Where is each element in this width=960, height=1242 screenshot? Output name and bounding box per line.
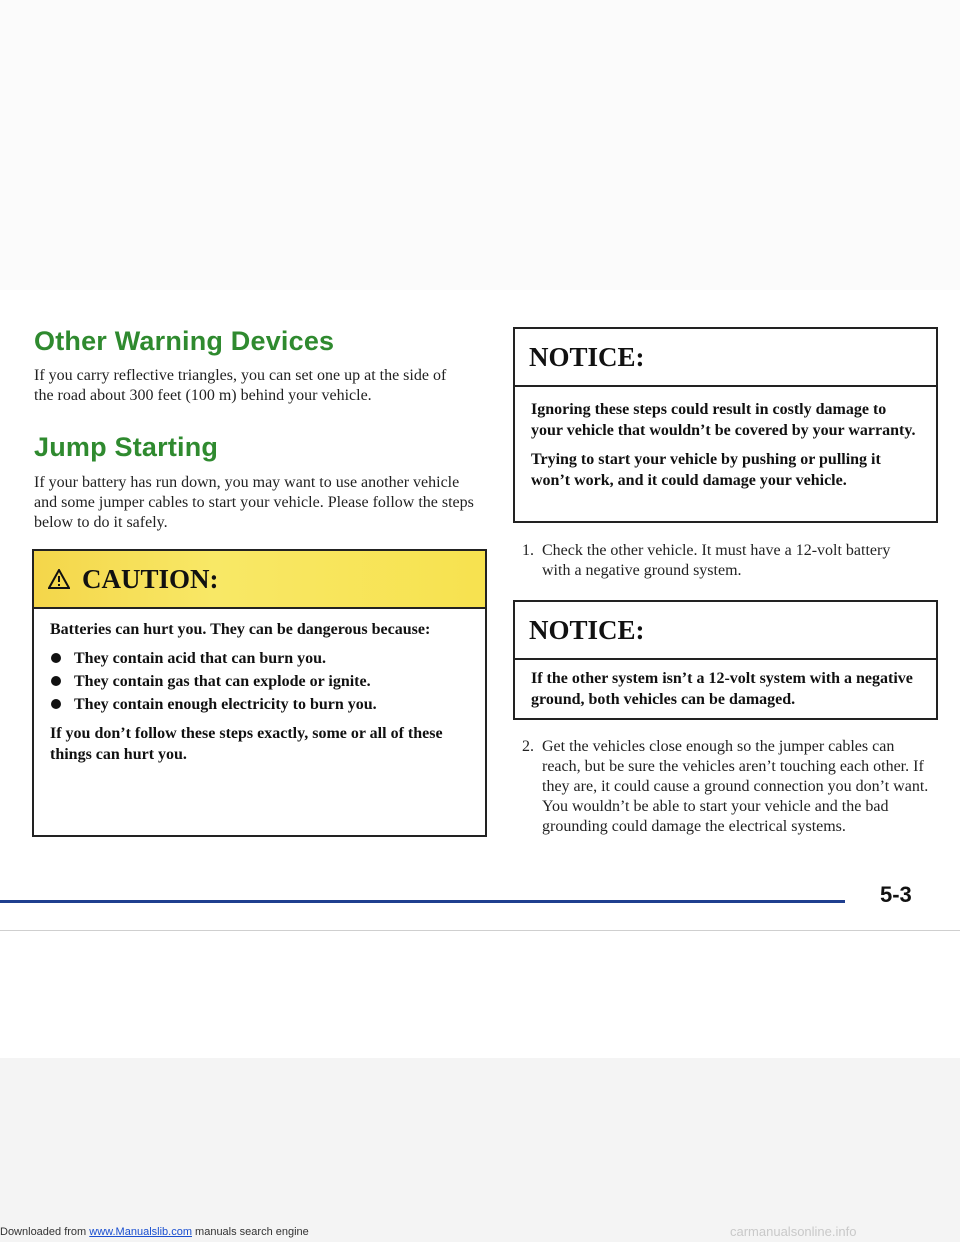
caution-bullet: They contain acid that can burn you. [50, 648, 469, 669]
footer-prefix: Downloaded from [0, 1226, 90, 1238]
step-list-1 [522, 541, 922, 581]
download-footer [0, 1226, 309, 1238]
notice-label-2: NOTICE: [529, 614, 645, 645]
notice-box-2 [513, 600, 938, 720]
caution-body [34, 609, 485, 765]
footer-divider [0, 930, 960, 931]
caution-box [32, 549, 487, 837]
caution-outro: If you don’t follow these steps exactly, some or all of these things can hurt you. [50, 725, 443, 763]
step-number: 2. [522, 738, 534, 755]
bottom-margin [0, 1058, 960, 1242]
step-item-1 [522, 541, 922, 581]
step-number: 1. [522, 542, 534, 559]
manualslib-link[interactable]: www.Manualslib.com [89, 1226, 192, 1238]
watermark-text: carmanualsonline.info [730, 1224, 857, 1239]
caution-label: CAUTION: [82, 563, 219, 594]
footer-suffix: manuals search engine [191, 1226, 309, 1238]
page-number: 5-3 [880, 882, 912, 907]
caution-intro: Batteries can hurt you. They can be dangerous because: [50, 621, 431, 638]
caution-bullet-list [50, 648, 469, 715]
step-item-2 [522, 737, 930, 837]
notice-body-1 [515, 387, 936, 491]
notice1-paragraph-2: Trying to start your vehicle by pushing or pulling it won’t work, and it could damage your vehicle. [531, 451, 881, 489]
page-rule [0, 900, 845, 903]
step-text: Get the vehicles close enough so the jumper cables can reach, but be sure the vehicles aren’t touching each other. If they are, it could cause a ground connection you don’t want. You wouldn’t be able to start your vehicle and the bad grounding could damage the electrical systems. [542, 738, 929, 835]
paragraph-jump-starting: If your battery has run down, you may want to use another vehicle and some jumper cables to start your vehicle. Please follow the steps below to do it safely. [34, 474, 474, 531]
caution-bullet: They contain enough electricity to burn you. [50, 694, 469, 715]
step-list-2 [522, 737, 930, 837]
notice-header-2 [515, 602, 936, 660]
caution-bullet: They contain gas that can explode or ignite. [50, 671, 469, 692]
caution-header [34, 551, 485, 609]
heading-jump-starting: Jump Starting [34, 432, 219, 462]
notice1-paragraph-1: Ignoring these steps could result in costly damage to your vehicle that wouldn’t be covered by your warranty. [531, 401, 916, 439]
notice-box-1 [513, 327, 938, 523]
paragraph-warning-devices: If you carry reflective triangles, you can set one up at the side of the road about 300 feet (100 m) behind your vehicle. [34, 367, 447, 404]
notice-label-1: NOTICE: [529, 341, 645, 372]
heading-other-warning-devices: Other Warning Devices [34, 326, 335, 356]
notice2-paragraph-1: If the other system isn’t a 12-volt system with a negative ground, both vehicles can be damaged. [531, 670, 913, 708]
notice-body-2 [515, 660, 936, 710]
notice-header-1 [515, 329, 936, 387]
warning-triangle-icon [48, 569, 70, 589]
step-text: Check the other vehicle. It must have a 12-volt battery with a negative ground system. [542, 542, 891, 579]
top-margin [0, 0, 960, 290]
